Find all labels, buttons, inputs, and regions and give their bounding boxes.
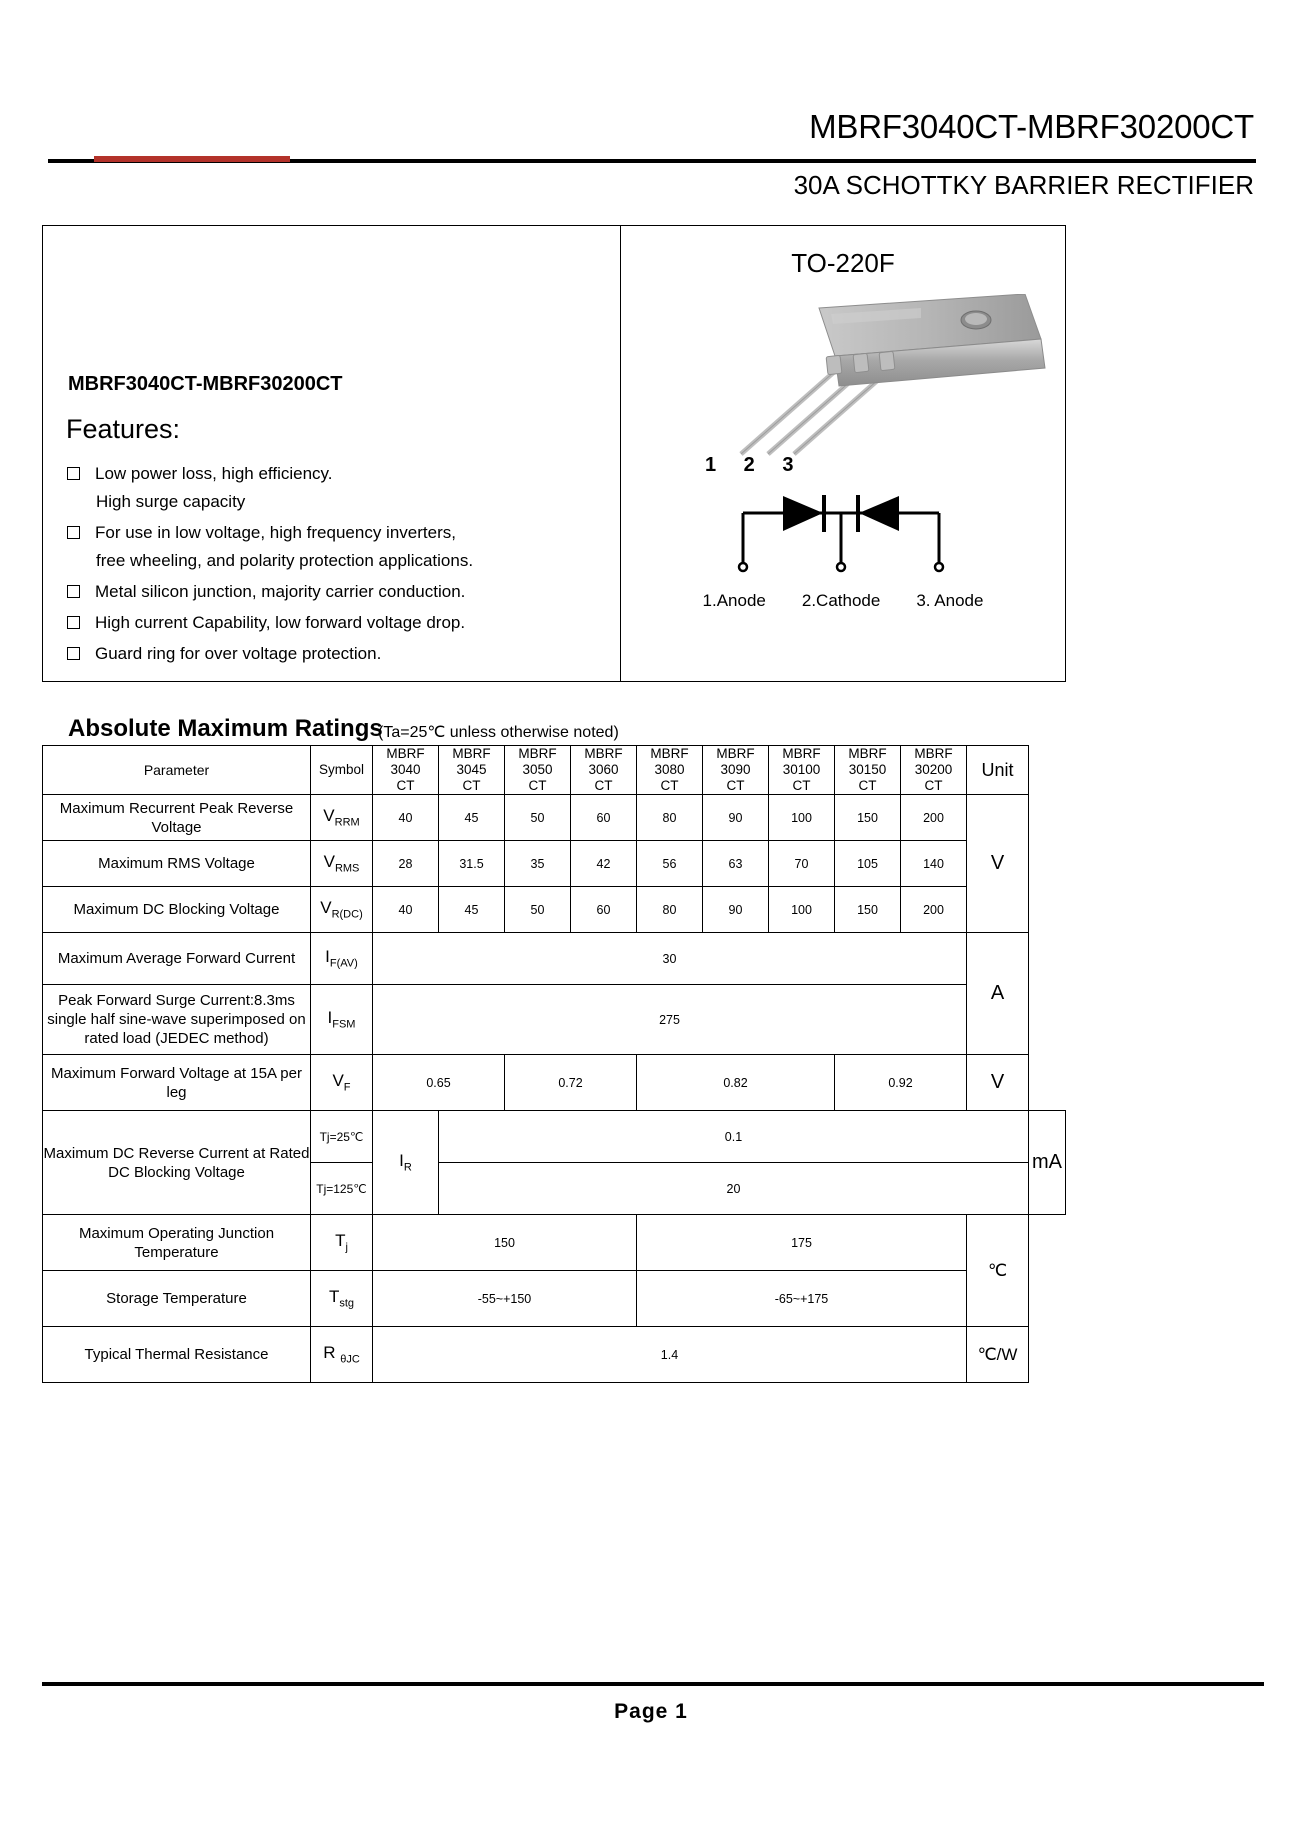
row-parameter: Maximum Recurrent Peak Reverse Voltage [43, 795, 311, 841]
header-device-3090: MBRF 3090 CT [703, 746, 769, 795]
unit-vf: V [967, 1055, 1029, 1111]
top-info-panel [42, 225, 1066, 682]
cell-value: 35 [505, 841, 571, 887]
cell-value: 150 [835, 795, 901, 841]
cell-value: 0.92 [835, 1055, 967, 1111]
cell-value: -65~+175 [637, 1271, 967, 1327]
page-number: Page 1 [614, 1700, 688, 1723]
header-device-30200: MBRF 30200 CT [901, 746, 967, 795]
page-subtitle: 30A SCHOTTKY BARRIER RECTIFIER [793, 170, 1254, 200]
cell-value: 42 [571, 841, 637, 887]
cell-value: 50 [505, 795, 571, 841]
cell-value: 0.1 [439, 1111, 1029, 1163]
row-symbol: $V_{RRM}$ [311, 795, 373, 841]
pin-function-2: 2.Cathode [801, 591, 881, 610]
feature-item [67, 578, 607, 606]
cell-value: 28 [373, 841, 439, 887]
cell-value: 50 [505, 887, 571, 933]
cell-value: 70 [769, 841, 835, 887]
feature-item [67, 640, 607, 668]
table-row-tstg [43, 1271, 1066, 1327]
feature-text [95, 460, 333, 516]
features-part-number: MBRF3040CT-MBRF30200CT [68, 373, 343, 395]
feature-item [67, 460, 607, 516]
unit-temperature: ℃ [967, 1215, 1029, 1327]
header-device-30150: MBRF 30150 CT [835, 746, 901, 795]
cell-value: 40 [373, 887, 439, 933]
table-row-ir-25c [43, 1111, 1066, 1163]
header-rule-accent [94, 156, 290, 162]
row-symbol: R $_{\theta JC}$ [311, 1327, 373, 1383]
feature-text [95, 640, 381, 668]
row-parameter: Maximum RMS Voltage [43, 841, 311, 887]
row-parameter: Maximum DC Reverse Current at Rated DC Blocking Voltage [43, 1111, 311, 1215]
cell-value: 0.65 [373, 1055, 505, 1111]
features-panel [43, 226, 621, 681]
header-device-3060: MBRF 3060 CT [571, 746, 637, 795]
pin-numbers-label: 1 2 3 [705, 454, 805, 476]
header-parameter: Parameter [43, 746, 311, 795]
cell-value: 150 [373, 1215, 637, 1271]
cell-value: 200 [901, 887, 967, 933]
checkbox-icon [67, 585, 80, 598]
cell-value: 60 [571, 887, 637, 933]
table-row-vf [43, 1055, 1066, 1111]
feature-line: Metal silicon junction, majority carrier conduction. [95, 582, 466, 601]
feature-text [95, 519, 473, 575]
cell-value: 45 [439, 887, 505, 933]
dual-diode-schematic-icon [731, 491, 951, 586]
checkbox-icon [67, 647, 80, 660]
row-parameter: Maximum DC Blocking Voltage [43, 887, 311, 933]
header-device-3040: MBRF 3040 CT [373, 746, 439, 795]
cell-value: 105 [835, 841, 901, 887]
table-header-row [43, 746, 1066, 795]
row-parameter: Maximum Operating Junction Temperature [43, 1215, 311, 1271]
pin-function-1: 1.Anode [702, 591, 766, 610]
cell-value: 31.5 [439, 841, 505, 887]
header-device-30100: MBRF 30100 CT [769, 746, 835, 795]
row-symbol: $V_{R(DC)}$ [311, 887, 373, 933]
header-device-3080: MBRF 3080 CT [637, 746, 703, 795]
table-row-tj [43, 1215, 1066, 1271]
condition-tj-25c: Tj=25℃ [311, 1111, 373, 1163]
cell-value: 100 [769, 795, 835, 841]
row-symbol: $I_{F(AV)}$ [311, 933, 373, 985]
cell-value: 45 [439, 795, 505, 841]
row-parameter: Typical Thermal Resistance [43, 1327, 311, 1383]
cell-value: 60 [571, 795, 637, 841]
cell-value: 150 [835, 887, 901, 933]
feature-line: High current Capability, low forward voltage drop. [95, 613, 466, 632]
row-parameter: Maximum Forward Voltage at 15A per leg [43, 1055, 311, 1111]
cell-value: -55~+150 [373, 1271, 637, 1327]
checkbox-icon [67, 616, 80, 629]
part-title: MBRF3040CT-MBRF30200CT [809, 108, 1254, 145]
row-parameter: Storage Temperature [43, 1271, 311, 1327]
feature-text [95, 578, 465, 606]
feature-line: For use in low voltage, high frequency inverters, [95, 523, 456, 542]
cell-value: 275 [373, 985, 967, 1055]
features-list [67, 460, 607, 671]
cell-value: 0.72 [505, 1055, 637, 1111]
package-name: TO-220F [791, 248, 895, 278]
table-row-vrrm [43, 795, 1066, 841]
header-symbol: Symbol [311, 746, 373, 795]
header-device-3045: MBRF 3045 CT [439, 746, 505, 795]
table-row-ifav [43, 933, 1066, 985]
cell-value: 140 [901, 841, 967, 887]
features-heading: Features: [66, 414, 181, 444]
table-row-ifsm [43, 985, 1066, 1055]
header-unit: Unit [967, 746, 1029, 795]
row-symbol: $T_j$ [311, 1215, 373, 1271]
checkbox-icon [67, 526, 80, 539]
cell-value: 90 [703, 795, 769, 841]
package-panel [621, 226, 1065, 681]
cell-value: 63 [703, 841, 769, 887]
absolute-maximum-ratings-table [42, 745, 1066, 1383]
feature-item [67, 609, 607, 637]
header-device-3050: MBRF 3050 CT [505, 746, 571, 795]
pin-function-3: 3. Anode [916, 591, 984, 610]
row-symbol: $I_{FSM}$ [311, 985, 373, 1055]
feature-line: Low power loss, high efficiency. [95, 464, 333, 483]
row-symbol: $I_R$ [373, 1111, 439, 1215]
feature-line-continued: High surge capacity [96, 492, 246, 511]
cell-value: 30 [373, 933, 967, 985]
feature-text [95, 609, 465, 637]
cell-value: 80 [637, 795, 703, 841]
cell-value: 20 [439, 1163, 1029, 1215]
unit-voltage: V [967, 795, 1029, 933]
condition-tj-125c: Tj=125℃ [311, 1163, 373, 1215]
cell-value: 1.4 [373, 1327, 967, 1383]
cell-value: 0.82 [637, 1055, 835, 1111]
feature-item [67, 519, 607, 575]
unit-current: A [967, 933, 1029, 1055]
row-parameter: Peak Forward Surge Current:8.3ms single half sine-wave superimposed on rated load (JEDEC method) [43, 985, 311, 1055]
cell-value: 175 [637, 1215, 967, 1271]
cell-value: 100 [769, 887, 835, 933]
feature-line: Guard ring for over voltage protection. [95, 644, 382, 663]
cell-value: 90 [703, 887, 769, 933]
to220f-package-icon [621, 294, 1061, 464]
row-symbol: $T_{stg}$ [311, 1271, 373, 1327]
table-row-vrms [43, 841, 1066, 887]
cell-value: 80 [637, 887, 703, 933]
row-symbol: $V_{RMS}$ [311, 841, 373, 887]
footer-divider [42, 1682, 1264, 1686]
cell-value: 56 [637, 841, 703, 887]
feature-line-continued: free wheeling, and polarity protection applications. [96, 551, 474, 570]
header-divider [48, 156, 1256, 164]
pin-function-labels [621, 591, 1065, 611]
unit-thermal: ℃/W [967, 1327, 1029, 1383]
table-row-vrdc [43, 887, 1066, 933]
row-parameter: Maximum Average Forward Current [43, 933, 311, 985]
cell-value: 200 [901, 795, 967, 841]
ratings-title: Absolute Maximum Ratings [68, 715, 383, 742]
table-row-thermal-resistance [43, 1327, 1066, 1383]
unit-ir: mA [1029, 1111, 1066, 1215]
checkbox-icon [67, 467, 80, 480]
cell-value: 40 [373, 795, 439, 841]
row-symbol: $V_F$ [311, 1055, 373, 1111]
ratings-note: (Ta=25℃ unless otherwise noted) [378, 724, 619, 741]
